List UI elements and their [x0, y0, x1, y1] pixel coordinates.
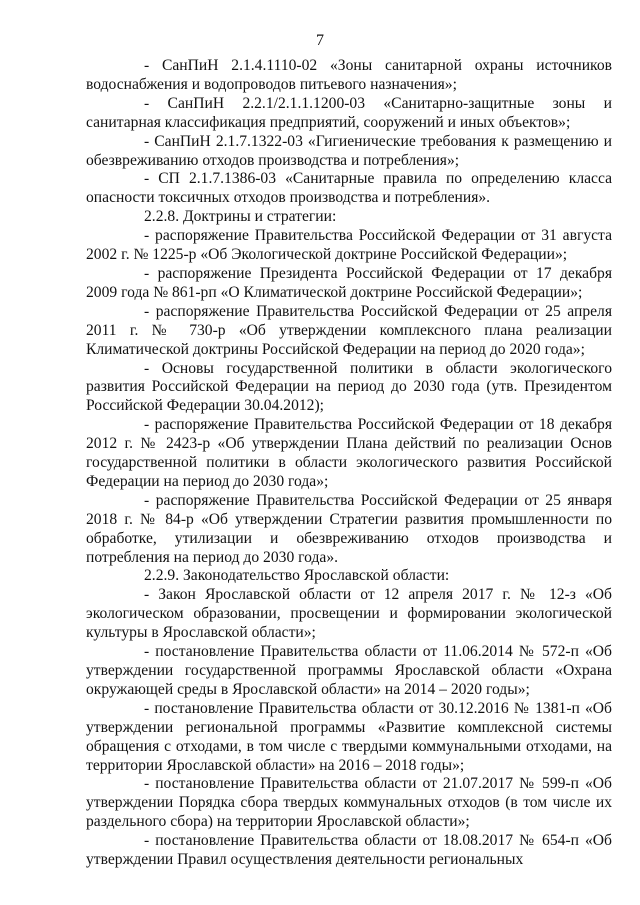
list-item-doctrine: - распоряжение Правительства Российской Федерации от 31 августа 2002 г. № 1225-р «Об Экологической доктрине Российской Федерации»;: [86, 227, 612, 264]
list-item-legislation: - постановление Правительства области от 18.08.2017 № 654-п «Об утверждении Правил осуществления деятельности региональных: [86, 832, 612, 869]
list-item-sanpin-sanitary-zones: - СанПиН 2.2.1/2.1.1.1200-03 «Санитарно-защитные зоны и санитарная классификация предприятий, сооружений и иных объектов»;: [86, 94, 612, 131]
list-item-doctrine: - распоряжение Правительства Российской Федерации от 25 апреля 2011 г. № 730-р «Об утверждении комплексного плана реализации Климатической доктрины Российской Федерации на период до 2020 года»;: [86, 302, 612, 358]
section-heading-doctrines: 2.2.8. Доктрины и стратегии:: [144, 208, 337, 226]
list-item-legislation: - Закон Ярославской области от 12 апреля 2017 г. № 12-з «Об экологическом образовании, просвещении и формировании экологической культуры в Ярославской области»;: [86, 586, 612, 642]
list-item-doctrine: - распоряжение Президента Российской Федерации от 17 декабря 2009 года № 861-рп «О Климатической доктрине Российской Федерации»;: [86, 264, 612, 301]
list-item-legislation: - постановление Правительства области от 21.07.2017 № 599-п «Об утверждении Порядка сбора твердых коммунальных отходов (в том числе их раздельного сбора) на территории Ярославской области»;: [86, 775, 612, 831]
list-item-sanpin-zones: - СанПиН 2.1.4.1110-02 «Зоны санитарной охраны источников водоснабжения и водопроводов питьевого назначения»;: [86, 57, 612, 93]
list-item-doctrine: - Основы государственной политики в области экологического развития Российской Федерации на период до 2030 года (утв. Президентом Российской Федерации 30.04.2012);: [86, 359, 612, 415]
section-heading-legislation: 2.2.9. Законодательство Ярославской области:: [144, 567, 450, 585]
document-body: [86, 57, 612, 870]
list-item-sanpin-waste-hygiene: - СанПиН 2.1.7.1322-03 «Гигиенические требования к размещению и обезвреживанию отходов производства и потребления»;: [86, 132, 612, 169]
list-item-doctrine: - распоряжение Правительства Российской Федерации от 18 декабря 2012 г. № 2423-р «Об утверждении Плана действий по реализации Основ государственной политики в области экологического развития Российской Федерации на период до 2030 года»;: [86, 416, 612, 490]
list-item-doctrine: - распоряжение Правительства Российской Федерации от 25 января 2018 г. № 84-р «Об утверждении Стратегии развития промышленности по обработке, утилизации и обезвреживанию отходов производства и потребления на период до 2030 года».: [86, 491, 612, 566]
page-number: 7: [316, 32, 324, 49]
list-item-legislation: - постановление Правительства области от 11.06.2014 № 572-п «Об утверждении государственной программы Ярославской области «Охрана окружающей среды в Ярославской области» на 2014 – 2020 годы»;: [86, 643, 612, 698]
list-item-sp-waste-hazard-class: - СП 2.1.7.1386-03 «Санитарные правила по определению класса опасности токсичных отходов производства и потребления».: [86, 170, 612, 207]
list-item-legislation: - постановление Правительства области от 30.12.2016 № 1381-п «Об утверждении региональной программы «Развитие комплексной системы обращения с отходами, в том числе с твердыми коммунальными отходами, на территории Ярославской области» на 2016 – 2018 годы»;: [86, 699, 612, 774]
